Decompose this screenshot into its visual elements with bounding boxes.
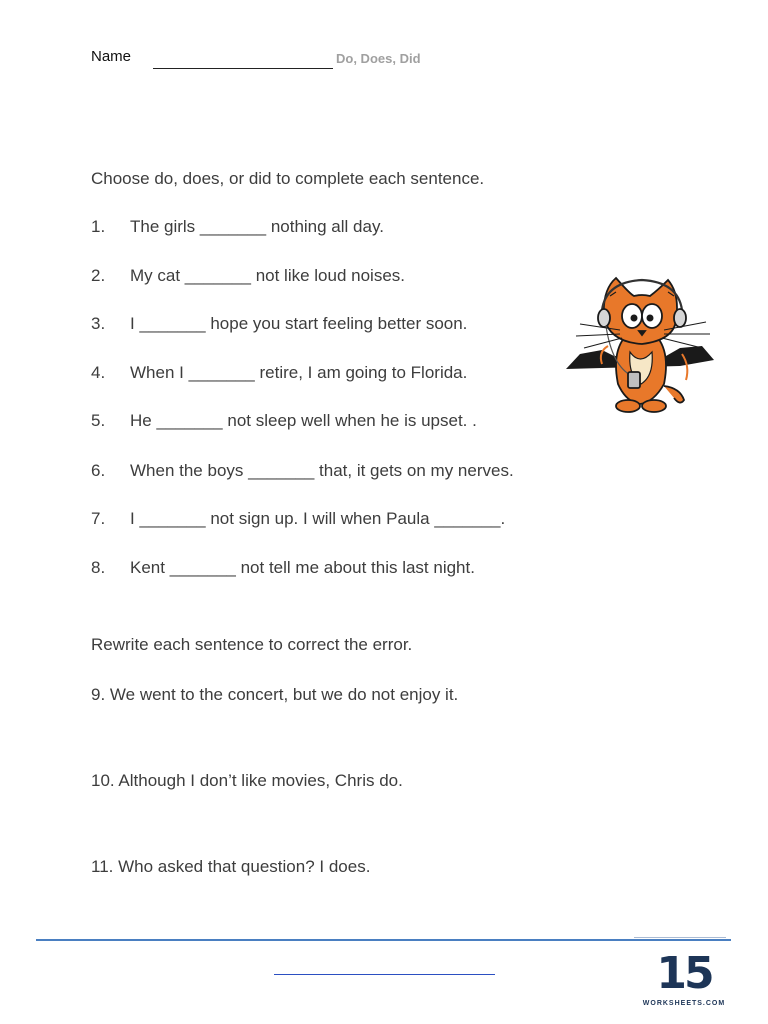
question-number: 5. — [91, 411, 106, 430]
question-number: 3. — [91, 314, 106, 333]
question-text: I _______ hope you start feeling better soon. — [130, 314, 468, 333]
question-number: 6. — [91, 461, 106, 480]
footer-divider — [36, 939, 731, 941]
name-blank-line — [153, 68, 333, 69]
section1-instruction: Choose do, does, or did to complete each sentence. — [91, 169, 485, 188]
question-text: When I _______ retire, I am going to Florida. — [130, 363, 468, 382]
question-text: The girls _______ nothing all day. — [130, 217, 384, 236]
question-text: I _______ not sign up. I will when Paula _______. — [130, 509, 506, 528]
cartoon-cat-icon — [562, 276, 718, 416]
worksheets-logo — [640, 950, 728, 1014]
question-number: 7. — [91, 509, 106, 528]
worksheet-title: Do, Does, Did — [336, 51, 421, 66]
rewrite-item: 10. Although I don’t like movies, Chris do. — [91, 771, 403, 790]
name-label: Name — [91, 48, 132, 65]
section2-instruction: Rewrite each sentence to correct the error. — [91, 635, 413, 654]
footer-divider-accent — [634, 937, 726, 938]
question-number: 2. — [91, 266, 106, 285]
logo-text: WORKSHEETS.COM — [642, 1000, 726, 1007]
rewrite-item: 9. We went to the concert, but we do not enjoy it. — [91, 685, 459, 704]
question-number: 1. — [91, 217, 106, 236]
footer-link-underline — [274, 974, 495, 975]
logo-number: 15 — [656, 948, 712, 999]
question-number: 8. — [91, 558, 106, 577]
rewrite-item: 11. Who asked that question? I does. — [91, 857, 371, 876]
question-number: 4. — [91, 363, 106, 382]
question-text: He _______ not sleep well when he is upset. . — [130, 411, 477, 430]
question-text: My cat _______ not like loud noises. — [130, 266, 406, 285]
question-text: Kent _______ not tell me about this last night. — [130, 558, 475, 577]
question-text: When the boys _______ that, it gets on my nerves. — [130, 461, 514, 480]
